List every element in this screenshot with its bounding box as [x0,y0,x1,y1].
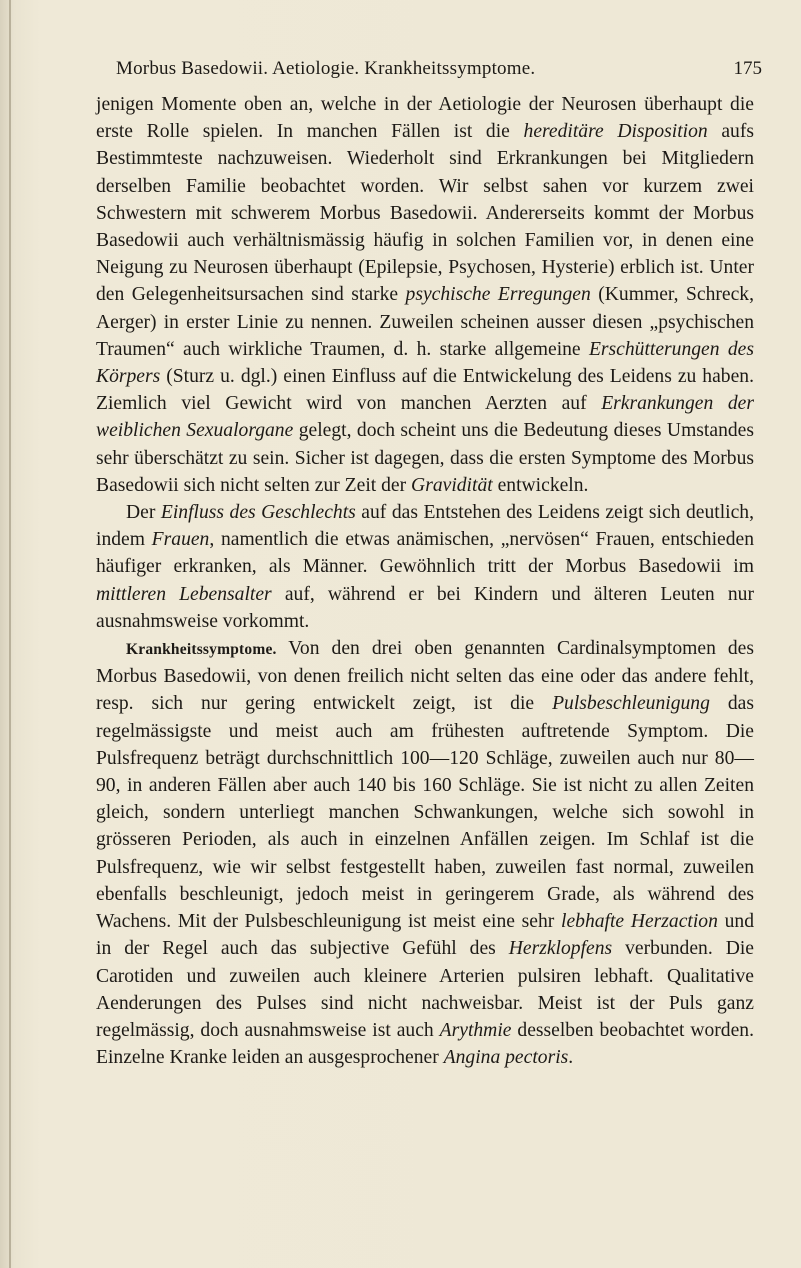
emphasis-term: Gravidität [411,474,493,496]
text-run: entwickeln. [492,474,589,496]
emphasis-term: Herzklopfens [508,938,613,960]
emphasis-term: Erkrankungen der weiblichen Sexualorgane [96,393,755,442]
paragraph [96,499,754,635]
text-run: Von den drei oben genannten Cardinalsymptomen des Morbus Basedowii, von denen freilich nicht selten das eine oder das andere fehlt, resp. sich nur gering entwickelt zeigt, ist die [96,638,754,715]
emphasis-term: mittleren Lebensalter [96,583,272,605]
section-sidehead: Krankheitssymptome. [126,641,277,659]
paragraph [96,635,754,1071]
text-run: verbunden. Die Carotiden und zuweilen auch kleinere Arterien pulsiren lebhaft. Qualitative Aenderungen des Pulses sind nicht nachweisbar. Meist ist der Puls ganz regelmässig, doch ausnahmsweise ist auch [96,938,754,1041]
running-head-title: Morbus Basedowii. Aetiologie. Krankheitssymptome. [116,58,536,79]
emphasis-term: Frauen [151,529,210,551]
text-run: desselben beobachtet worden. Einzelne Kranke leiden an ausgesprochener [96,1019,754,1069]
text-run: (Sturz u. dgl.) einen Einfluss auf die Entwickelung des Leidens zu haben. Ziemlich viel Gewicht wird von manchen Aerzten auf [96,366,754,415]
text-run: aufs Bestimmteste nachzuweisen. Wiederholt sind Erkrankungen bei Mitgliedern derselben Familie beobachtet worden. Wir selbst sahen vor kurzem zwei Schwestern mit schwerem Morbus Basedowii. Andererseits kommt der Morbus Basedowii auch verhältnismässig häufig in solchen Familien vor, in denen eine Neigung zu Neurosen überhaupt (Epilepsie, Psychosen, Hysterie) erblich ist. Unter den Gelegenheitsursachen sind starke [96,121,754,306]
emphasis-term: Pulsbeschleunigung [552,693,710,715]
emphasis-term: lebhafte Herzaction [561,911,718,933]
running-head [96,58,766,86]
emphasis-term: Angina pectoris [443,1047,569,1069]
text-run: gelegt, doch scheint uns die Bedeutung dieses Umstandes sehr überschätzt zu sein. Sicher ist dagegen, dass die ersten Symptome des Morbus Basedowii sich nicht selten zur Zeit der [96,420,754,496]
text-run: auf, während er bei Kindern und älteren Leuten nur ausnahmsweise vorkommt. [96,583,754,632]
text-run: auf das Entstehen des Leidens zeigt sich deutlich, indem [96,502,754,551]
page-number: 175 [733,58,762,79]
text-run: und in der Regel auch das subjective Gefühl des [96,911,754,960]
binding-gutter [9,0,11,1268]
text-run: jenigen Momente oben an, welche in der Aetiologie der Neurosen überhaupt die erste Rolle spielen. In manchen Fällen ist die [96,94,754,143]
emphasis-term: psychische Erregungen [405,284,591,306]
text-run: (Kummer, Schreck, Aerger) in erster Linie zu nennen. Zuweilen scheinen ausser diesen „psychischen Traumen“ auch wirkliche Traumen, d. h. starke allgemeine [96,284,755,360]
emphasis-term: hereditäre Disposition [523,121,708,143]
text-run: Der [126,502,161,524]
text-run: . [568,1047,574,1069]
emphasis-term: Arythmie [439,1019,512,1041]
emphasis-term: Erschütterungen des Körpers [96,338,754,388]
text-run: , namentlich die etwas anämischen, „nervösen“ Frauen, entschieden häufiger erkranken, als Männer. Gewöhnlich tritt der Morbus Basedowii im [96,529,755,578]
text-run: das regelmässigste und meist auch am frühesten auftretende Symptom. Die Pulsfrequenz beträgt durchschnittlich 100—120 Schläge, zuweilen auch nur 80—90, in anderen Fällen aber auch 140 bis 160 Schläge. Sie ist nicht zu allen Zeiten gleich, sondern unterliegt manchen Schwankungen, welche sich sowohl in grösseren Perioden, als auch in einzelnen Anfällen zeigen. Im Schlaf ist die Pulsfrequenz, wie wir selbst festgestellt haben, zuweilen fast normal, zuweilen ebenfalls beschleunigt, jedoch meist in geringerem Grade, als während des Wachens. Mit der Pulsbeschleunigung ist meist eine sehr [96,693,754,933]
emphasis-term: Einfluss des Geschlechts [160,502,356,524]
paragraph [96,91,754,499]
body-text [96,91,754,1071]
